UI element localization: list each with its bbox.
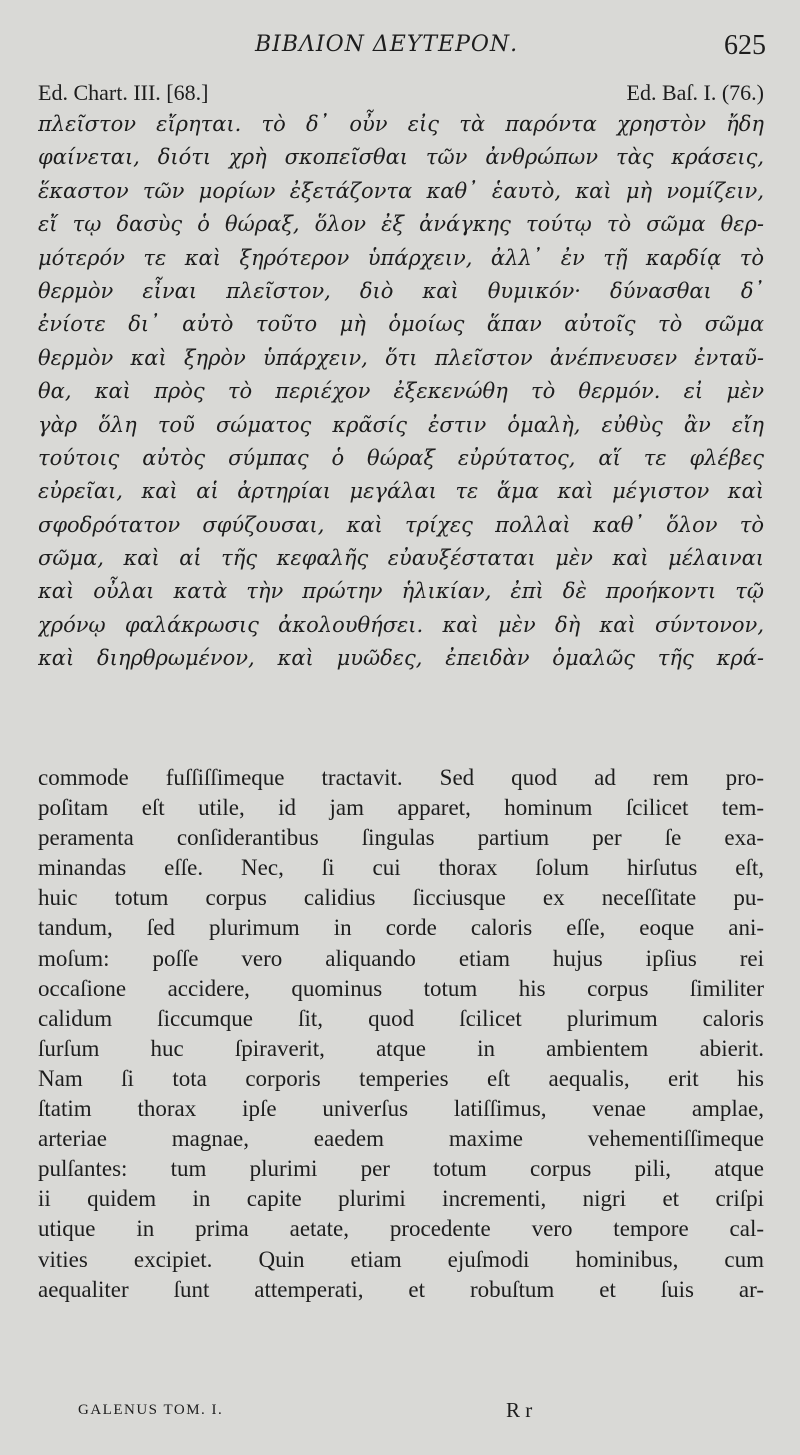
greek-text-line: μότερόν τε καὶ ξηρότερον ὑπάρχειν, ἀλλ᾽ ἐν τῇ καρδίᾳ τὸ: [38, 245, 764, 270]
latin-text-line: ſtatim thorax ipſe univerſus latiſſimus, venae amplae,: [38, 1096, 764, 1122]
greek-text-line: τούτοις αὐτὸς σύμπας ὁ θώραξ εὐρύτατος, αἵ τε φλέβες: [38, 445, 764, 470]
edition-references: [38, 80, 764, 108]
greek-text-line: σῶμα, καὶ αἱ τῆς κεφαλῆς εὐαυξέσταται μὲν καὶ μέλαιναι: [38, 546, 764, 571]
signature-mark: R r: [506, 1398, 533, 1422]
greek-text-line: εἴ τῳ δασὺς ὁ θώραξ, ὅλον ἐξ ἀνάγκης τούτῳ τὸ σῶμα θερ-: [38, 212, 764, 237]
latin-text-block: [38, 763, 764, 1305]
latin-text-line: calidum ſiccumque ſit, quod ſcilicet plurimum caloris: [38, 1005, 764, 1031]
signature-line: GALENUS TOM. I.: [78, 1402, 224, 1418]
latin-text-line: commode fuſſiſſimeque tractavit. Sed quod ad rem pro-: [38, 765, 764, 790]
greek-text-line: καὶ διηρθρωμένον, καὶ μυῶδες, ἐπειδὰν ὁμαλῶς τῆς κρά-: [38, 646, 764, 671]
page-footer: [38, 1398, 764, 1428]
greek-text-block: [38, 108, 764, 676]
greek-text-line: γὰρ ὅλη τοῦ σώματος κρᾶσίς ἐστιν ὁμαλὴ, εὐθὺς ἂν εἴη: [38, 412, 764, 437]
edition-basel-ref: Ed. Baſ. I. (76.): [626, 80, 764, 105]
greek-text-line: θερμὸν εἶναι πλεῖστον, διὸ καὶ θυμικόν· δύνασθαι δ᾽: [38, 278, 764, 303]
latin-text-line: aequaliter ſunt attemperati, et robuſtum et ſuis ar-: [38, 1276, 764, 1302]
greek-text-line: εὐρεῖαι, καὶ αἱ ἀρτηρίαι μεγάλαι τε ἅμα καὶ μέγιστον καὶ: [38, 479, 764, 504]
latin-text-line: moſum: poſſe vero aliquando etiam hujus ipſius rei: [38, 945, 764, 971]
latin-text-line: utique in prima aetate, procedente vero tempore cal-: [38, 1216, 764, 1242]
latin-text-line: peramenta conſiderantibus ſingulas partium per ſe exa-: [38, 825, 764, 851]
latin-text-line: huic totum corpus calidius ſicciusque ex neceſſitate pu-: [38, 885, 764, 911]
greek-text-line: θερμὸν καὶ ξηρὸν ὑπάρχειν, ὅτι πλεῖστον ἀνέπνευσεν ἐνταῦ-: [38, 345, 764, 370]
edition-chart-ref: Ed. Chart. III. [68.]: [38, 80, 209, 105]
latin-text-line: vities excipiet. Quin etiam ejuſmodi hominibus, cum: [38, 1246, 764, 1272]
latin-text-line: poſitam eſt utile, id jam apparet, hominum ſcilicet tem-: [38, 795, 764, 821]
latin-text-line: arteriae magnae, eaedem maxime vehementiſſimeque: [38, 1126, 764, 1152]
latin-text-line: ii quidem in capite plurimi incrementi, nigri et criſpi: [38, 1186, 764, 1212]
greek-text-line: πλεῖστον εἴρηται. τὸ δ᾽ οὖν εἰς τὰ παρόντα χρηστὸν ἤδη: [38, 112, 764, 136]
latin-text-line: minandas eſſe. Nec, ſi cui thorax ſolum hirſutus eſt,: [38, 855, 764, 881]
latin-text-line: Nam ſi tota corporis temperies eſt aequalis, erit his: [38, 1065, 764, 1091]
running-title: ΒΙΒΛΙΟΝ ΔΕΥΤΕΡΟΝ.: [255, 32, 519, 57]
latin-text-line: pulſantes: tum plurimi per totum corpus pili, atque: [38, 1156, 764, 1182]
greek-text-line: χρόνῳ φαλάκρωσις ἀκολουθήσει. καὶ μὲν δὴ καὶ σύντονον,: [38, 612, 764, 637]
greek-text-line: ἐνίοτε δι᾽ αὐτὸ τοῦτο μὴ ὁμοίως ἅπαν αὐτοῖς τὸ σῶμα: [38, 312, 764, 337]
latin-text-line: tandum, ſed plurimum in corde caloris eſſe, eoque ani-: [38, 915, 764, 941]
page-number: 625: [724, 30, 766, 61]
greek-text-line: θα, καὶ πρὸς τὸ περιέχον ἐξεκενώθη τὸ θερμόν. εἰ μὲν: [38, 379, 764, 404]
greek-text-line: φαίνεται, διότι χρὴ σκοπεῖσθαι τῶν ἀνθρώπων τὰς κράσεις,: [38, 145, 764, 170]
latin-text-line: occaſione accidere, quominus totum his corpus ſimiliter: [38, 975, 764, 1001]
latin-text-line: ſurſum huc ſpiraverit, atque in ambientem abierit.: [38, 1035, 764, 1061]
running-head: [0, 30, 800, 64]
greek-text-line: ἕκαστον τῶν μορίων ἐξετάζοντα καθ᾽ ἑαυτὸ, καὶ μὴ νομίζειν,: [38, 178, 764, 203]
greek-text-line: σφοδρότατον σφύζουσαι, καὶ τρίχες πολλαὶ καθ᾽ ὅλον τὸ: [38, 512, 764, 537]
greek-text-line: καὶ οὖλαι κατὰ τὴν πρώτην ἡλικίαν, ἐπὶ δὲ προήκοντι τῷ: [38, 579, 764, 604]
